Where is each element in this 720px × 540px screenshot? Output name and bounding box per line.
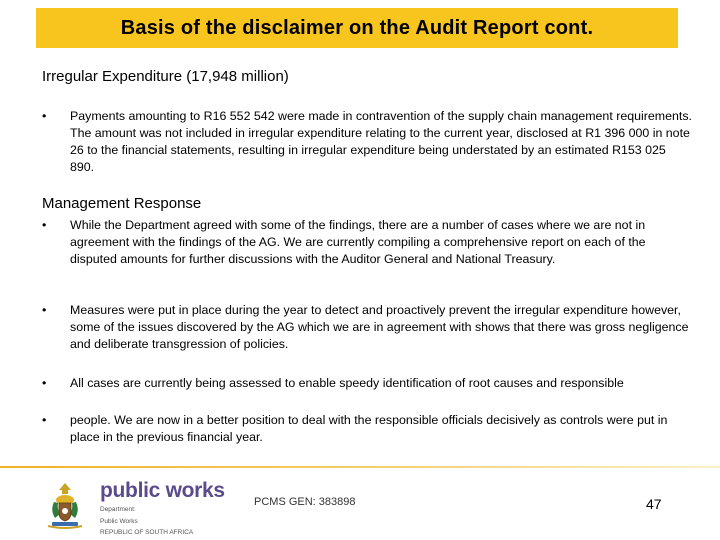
bullet-icon: • [42,218,47,232]
bullet-icon: • [42,303,47,317]
list-item [42,412,692,446]
bullet-text: people. We are now in a better position to deal with the responsible officials decisively as controls were put in place in the previous financial year. [70,413,668,444]
list-item [42,302,692,353]
footer-divider [0,466,720,468]
bullet-text: While the Department agreed with some of the findings, there are a number of cases where we are not in agreement with the findings of the AG. We are currently compiling a comprehensive report on each of the disputed amounts for further discussions with the Auditor General and National Treasury. [70,218,646,266]
department-logo [40,480,225,537]
coat-of-arms-icon [40,480,90,530]
list-item [42,217,692,268]
document-reference: PCMS GEN: 383898 [254,496,356,508]
brand-sub-line-1: Department: [100,506,136,513]
bullet-icon: • [42,109,47,123]
bullet-text: Measures were put in place during the year to detect and proactively prevent the irregular expenditure however, some of the issues discovered by the AG which we are in agreement with shows that there was gross negligence and deliberate transgression of policies. [70,303,689,351]
brand-name: public works [100,479,225,502]
bullet-text: Payments amounting to R16 552 542 were made in contravention of the supply chain management requirements. The amount was not included in irregular expenditure relating to the current year, disclosed at R1 396 000 in note 26 to the financial statements, resulting in irregular expenditure being understated by an estimated R153 025 890. [70,109,692,174]
brand-sub-line-3: REPUBLIC OF SOUTH AFRICA [100,529,194,536]
title-bar [36,8,678,48]
bullet-icon: • [42,376,47,390]
section-heading-irregular-expenditure: Irregular Expenditure (17,948 million) [42,68,289,85]
slide-title: Basis of the disclaimer on the Audit Report cont. [120,16,594,39]
list-item [42,375,692,392]
section-heading-management-response: Management Response [42,195,202,212]
bullet-text: All cases are currently being assessed to enable speedy identification of root causes and responsible [70,376,624,390]
brand-sub-line-2: Public Works [100,517,138,525]
bullet-icon: • [42,413,47,427]
list-item [42,108,692,176]
page-number: 47 [646,496,662,512]
